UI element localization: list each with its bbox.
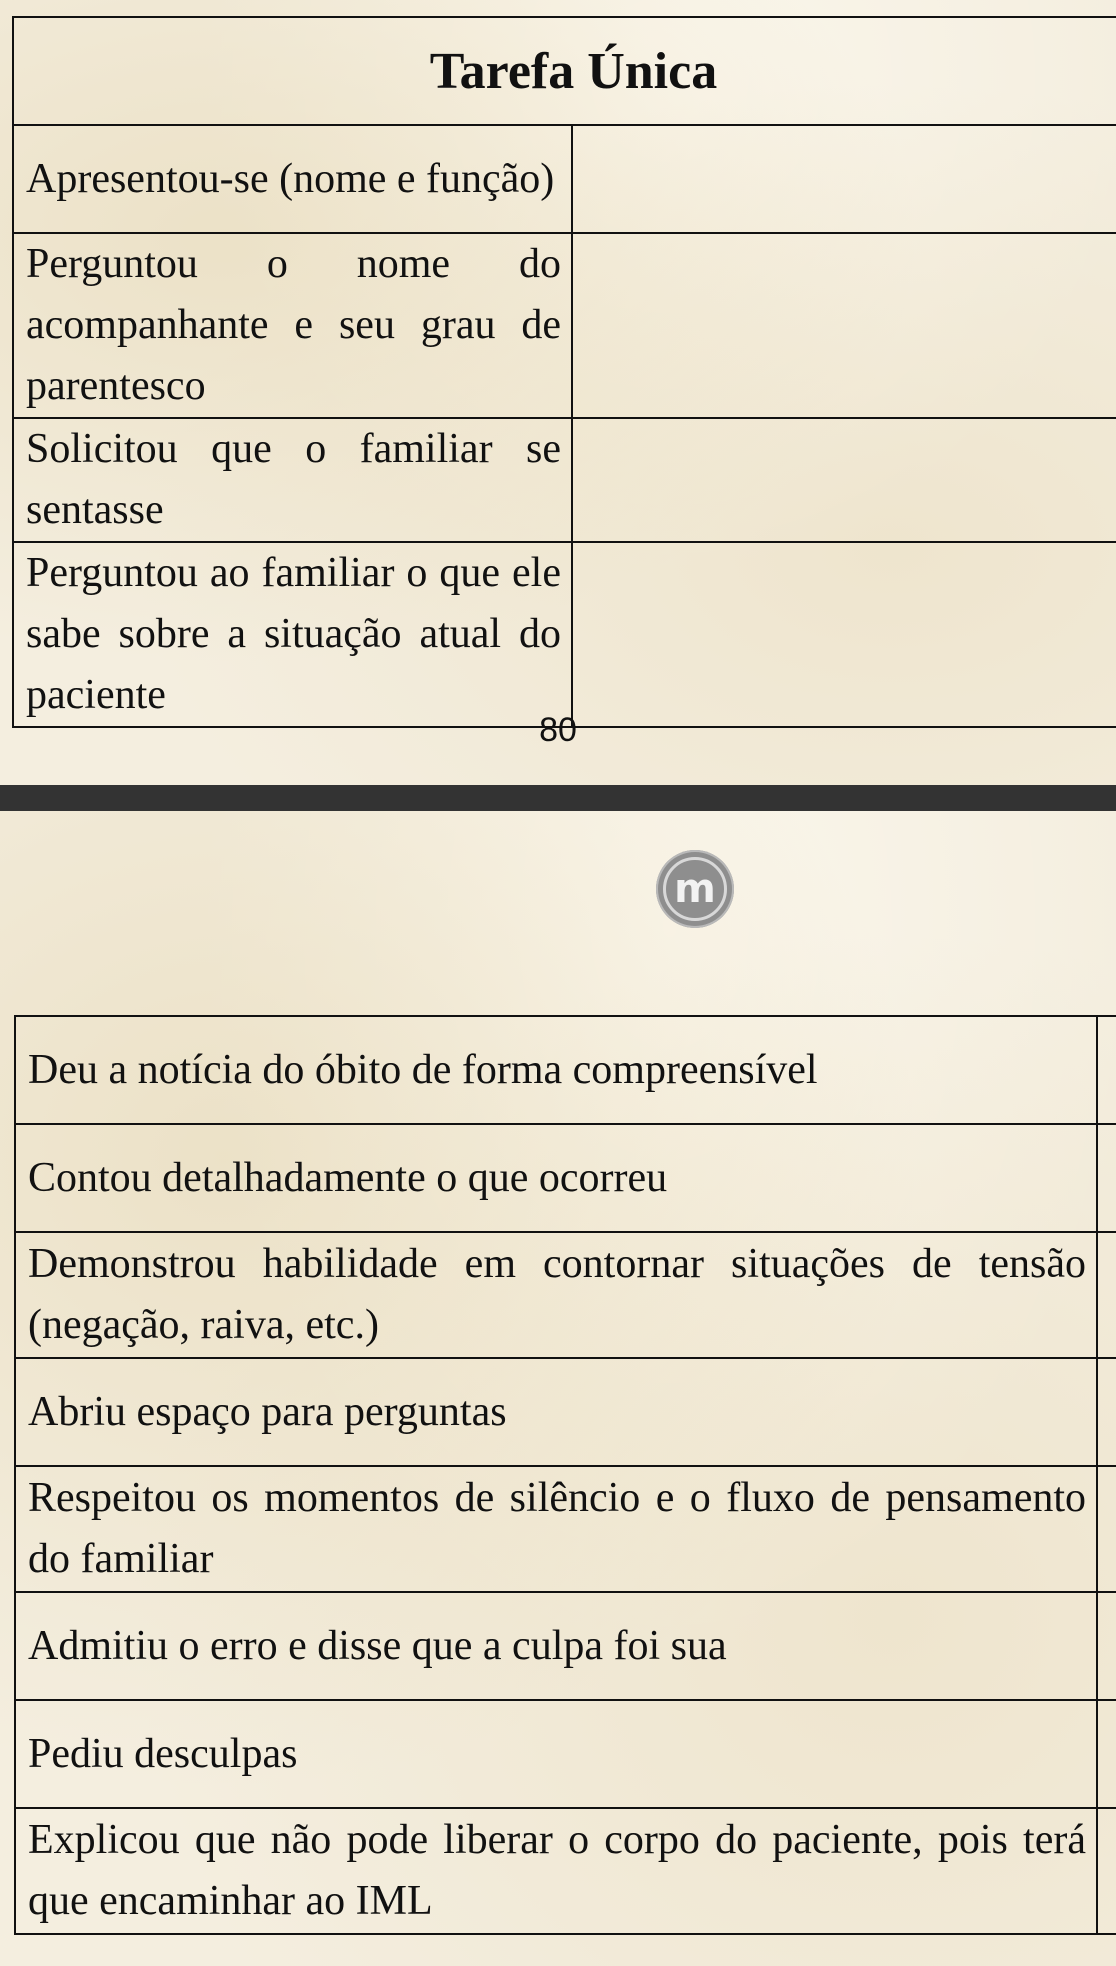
checklist-item: Admitiu o erro e disse que a culpa foi sua xyxy=(15,1592,1097,1700)
checklist-item: Apresentou-se (nome e função) xyxy=(13,125,572,233)
table-row xyxy=(13,542,1116,727)
page-divider xyxy=(0,785,1116,811)
document-page-bottom xyxy=(0,811,1116,1966)
document-page-top xyxy=(0,0,1116,785)
score-cell xyxy=(1097,1466,1116,1592)
table-row xyxy=(15,1016,1116,1124)
checklist-item: Respeitou os momentos de silêncio e o fluxo de pensamento do familiar xyxy=(15,1466,1097,1592)
score-cell xyxy=(1097,1700,1116,1808)
checklist-item: Abriu espaço para perguntas xyxy=(15,1358,1097,1466)
score-cell xyxy=(1097,1358,1116,1466)
score-cell xyxy=(1097,1592,1116,1700)
score-cell xyxy=(1097,1016,1116,1124)
checklist-item: Pediu desculpas xyxy=(15,1700,1097,1808)
checklist-item: Explicou que não pode liberar o corpo do paciente, pois terá que encaminhar ao IML xyxy=(15,1808,1097,1934)
checklist-item: Solicitou que o familiar se sentasse xyxy=(13,418,572,542)
checklist-table-top xyxy=(12,16,1116,728)
table-row xyxy=(15,1808,1116,1934)
table-row xyxy=(15,1232,1116,1358)
checklist-table-bottom xyxy=(14,1015,1116,1935)
checklist-item: Deu a notícia do óbito de forma compreensível xyxy=(15,1016,1097,1124)
table-row xyxy=(13,233,1116,418)
checklist-item: Perguntou ao familiar o que ele sabe sobre a situação atual do paciente xyxy=(13,542,572,727)
checklist-item: Contou detalhadamente o que ocorreu xyxy=(15,1124,1097,1232)
score-cell xyxy=(1097,1124,1116,1232)
logo-icon xyxy=(656,850,734,928)
score-cell xyxy=(572,233,1116,418)
table-row xyxy=(15,1358,1116,1466)
table-row xyxy=(15,1466,1116,1592)
score-cell xyxy=(572,125,1116,233)
table-row xyxy=(15,1700,1116,1808)
table-title: Tarefa Única xyxy=(13,17,1116,125)
page-number: 80 xyxy=(539,711,577,749)
table-row xyxy=(15,1592,1116,1700)
checklist-item: Demonstrou habilidade em contornar situações de tensão (negação, raiva, etc.) xyxy=(15,1232,1097,1358)
table-row xyxy=(15,1124,1116,1232)
score-cell xyxy=(1097,1808,1116,1934)
checklist-item: Perguntou o nome do acompanhante e seu grau de parentesco xyxy=(13,233,572,418)
score-cell xyxy=(572,542,1116,727)
table-row xyxy=(13,125,1116,233)
score-cell xyxy=(572,418,1116,542)
logo-letter: m xyxy=(663,857,727,921)
score-cell xyxy=(1097,1232,1116,1358)
table-row xyxy=(13,418,1116,542)
